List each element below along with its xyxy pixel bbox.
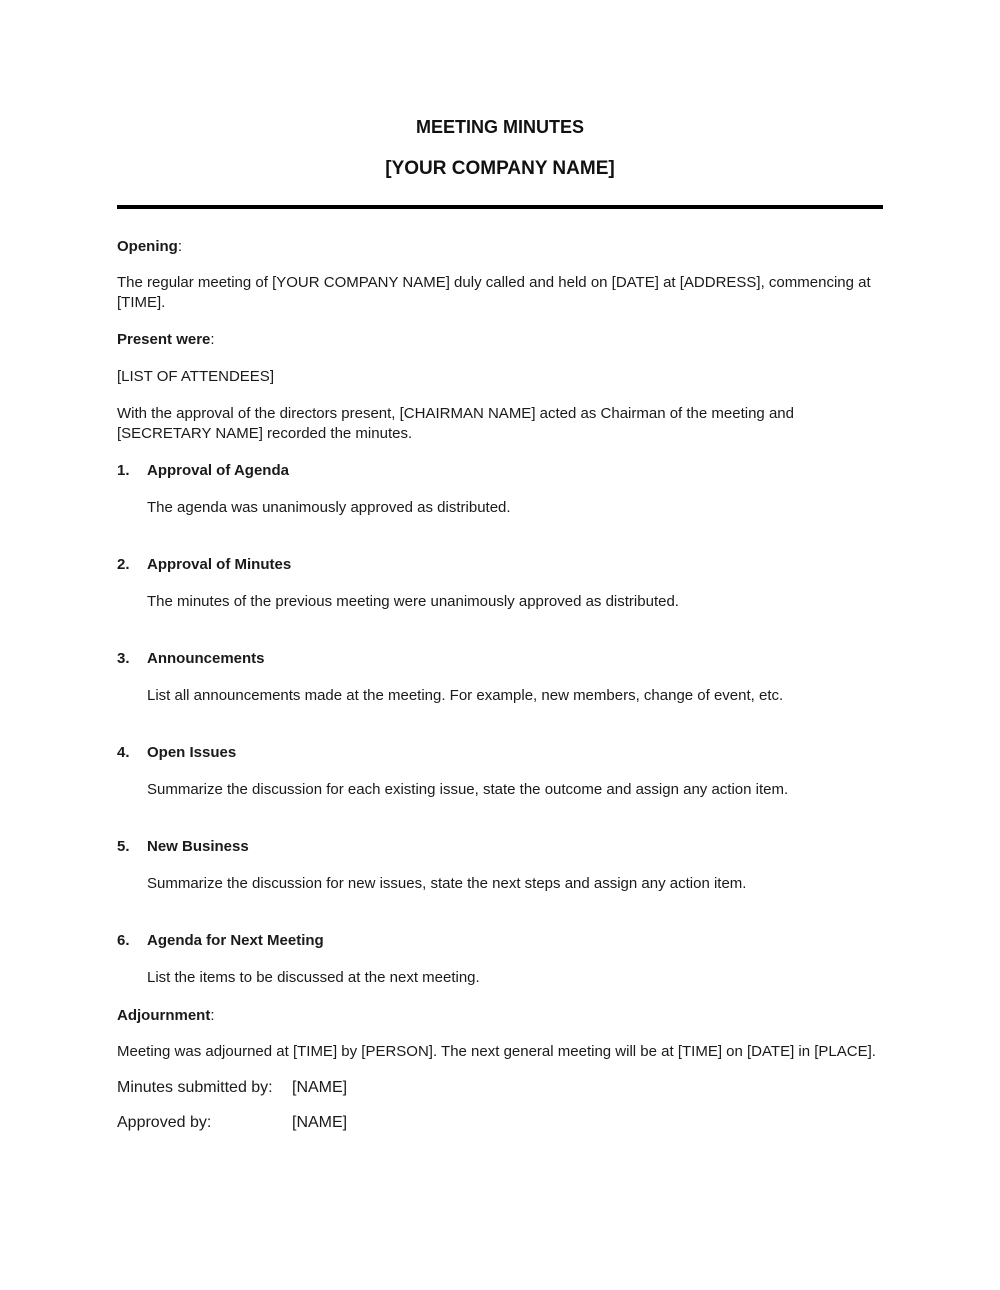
- agenda-item-6-number: 6.: [117, 932, 130, 949]
- approved-by-label: Approved by:: [117, 1114, 212, 1131]
- agenda-item-4: [117, 743, 883, 800]
- agenda-item-5: [117, 837, 883, 894]
- opening-body: The regular meeting of [YOUR COMPANY NAME] duly called and held on [DATE] at [ADDRESS], commencing at [TIME].: [117, 274, 871, 311]
- agenda-item-5-body: Summarize the discussion for new issues, state the next steps and assign any action item.: [147, 875, 747, 892]
- company-name-placeholder: [YOUR COMPANY NAME]: [385, 158, 615, 179]
- agenda-item-2-title: Approval of Minutes: [147, 556, 292, 573]
- present-were-label-text: Present were: [117, 331, 211, 348]
- approved-by-name-placeholder: [NAME]: [292, 1114, 348, 1131]
- agenda-item-1-title: Approval of Agenda: [147, 462, 289, 479]
- minutes-submitted-name-placeholder: [NAME]: [292, 1079, 348, 1096]
- agenda-item-2-number: 2.: [117, 556, 130, 573]
- agenda-item-3-title: Announcements: [147, 650, 265, 667]
- agenda-item-5-heading: [117, 837, 883, 857]
- opening-label-text: Opening: [117, 238, 178, 255]
- agenda-item-2-body: The minutes of the previous meeting were unanimously approved as distributed.: [147, 593, 679, 610]
- agenda-item-1-number: 1.: [117, 462, 130, 479]
- minutes-submitted-row: [117, 1079, 883, 1097]
- adjournment-label: [117, 1006, 883, 1026]
- agenda-item-4-heading: [117, 743, 883, 763]
- header-divider: [117, 205, 883, 209]
- approved-by-row: [117, 1114, 883, 1132]
- agenda-item-5-title: New Business: [147, 838, 249, 855]
- minutes-submitted-label: Minutes submitted by:: [117, 1079, 273, 1096]
- agenda-item-4-title: Open Issues: [147, 744, 237, 761]
- adjournment-label-text: Adjournment: [117, 1007, 211, 1024]
- document-content: [0, 117, 1000, 1132]
- agenda-item-6-body: List the items to be discussed at the next meeting.: [147, 969, 480, 986]
- attendees-placeholder: [LIST OF ATTENDEES]: [117, 368, 274, 385]
- present-were-colon: :: [210, 331, 215, 348]
- agenda-item-1-body: The agenda was unanimously approved as distributed.: [147, 499, 511, 516]
- agenda-item-2: [117, 555, 883, 612]
- opening-colon: :: [177, 238, 182, 255]
- agenda-item-3-body: List all announcements made at the meeting. For example, new members, change of event, etc.: [147, 687, 784, 704]
- present-were-body: With the approval of the directors present, [CHAIRMAN NAME] acted as Chairman of the meeting and [SECRETARY NAME] recorded the minutes.: [117, 405, 794, 442]
- opening-label: [117, 237, 883, 257]
- document-title: MEETING MINUTES: [415, 117, 584, 137]
- agenda-item-2-heading: [117, 555, 883, 575]
- agenda-item-6: [117, 931, 883, 988]
- agenda-item-3: [117, 649, 883, 706]
- agenda-item-3-number: 3.: [117, 650, 130, 667]
- agenda-item-5-number: 5.: [117, 838, 130, 855]
- present-were-label: [117, 330, 883, 350]
- agenda-item-1: [117, 461, 883, 518]
- agenda-item-4-number: 4.: [117, 744, 130, 761]
- adjournment-body: Meeting was adjourned at [TIME] by [PERSON]. The next general meeting will be at [TIME] on [DATE] in [PLACE].: [117, 1043, 876, 1060]
- adjournment-colon: :: [210, 1007, 215, 1024]
- agenda-item-6-title: Agenda for Next Meeting: [147, 932, 324, 949]
- agenda-item-4-body: Summarize the discussion for each existing issue, state the outcome and assign any action item.: [147, 781, 789, 798]
- agenda-item-1-heading: [117, 461, 883, 481]
- agenda-item-3-heading: [117, 649, 883, 669]
- agenda-item-6-heading: [117, 931, 883, 951]
